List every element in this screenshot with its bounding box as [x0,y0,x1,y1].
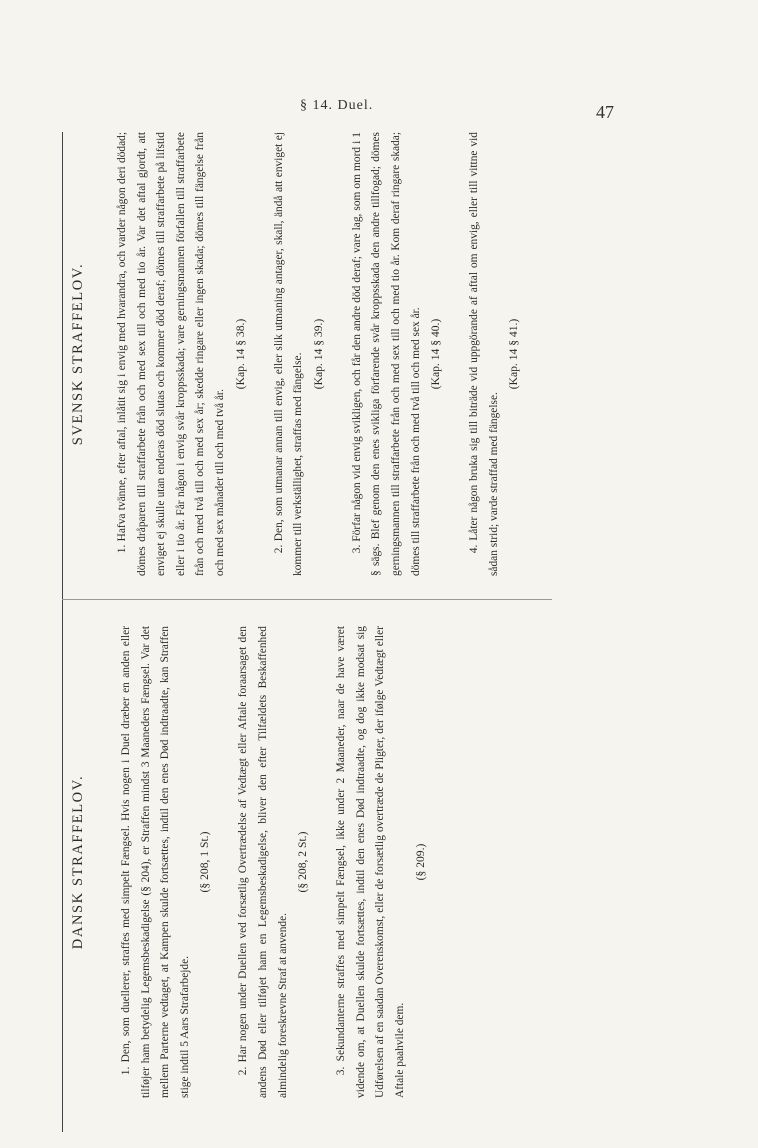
danish-paragraph-1: 1. Den, som duellerer, straffes med simpelt Fængsel. Hvis nogen i Duel dræber en anden eller tilføjer ham betydelig Legemsbeskadigelse (§ 204), er Straffen mindst 3 Maaneders Fængsel. Var det mellem Parterne vedtaget, at Kampen skulde fortsættes, indtil den enes Død indtraadte, kan Straffen stige indtil 5 Aars Strafarbejde. [120,626,191,1098]
swedish-ref-3: (Kap. 14 § 40.) [429,318,443,390]
swedish-paragraph-1: 1. Hafva tvänne, efter aftal, inlåtit sig i envig med hvarandra, och varder någon deri dödad; dömes dråparen till straffarbete från och med sex till och med tio år. Var det aftal gjordt, att enviget ej skulle utan enderas död slutas och kommer död deraf; dömes till straffarbete på lifstid eller i tio år. Får någon i envig svår kroppsskada; vare gerningsmannen förfallen till straffarbete från och med två till och med sex år; skedde ringare eller ingen skada; dömes till fängelse från och med sex månader till och med två år. [116,132,226,576]
danish-column [62,600,552,1132]
swedish-ref-1: (Kap. 14 § 38.) [233,318,247,390]
danish-paragraph-3: 3. Sekundanterne straffes med simpelt Fængsel, ikke under 2 Maaneder, naar de have været vidende om, at Duellen skulde fortsættes, indtil den enes Død indtraadte, og dog ikke modsat sig Udførelsen af en saadan Overenskomst, eller de forsætlig overtræde de Pligter, der ifølge Vedtægt eller Aftale paahvile dem. [335,626,406,1098]
danish-ref-2: (§ 208, 2 St.) [296,831,310,893]
danish-ref-3: (§ 209.) [413,843,427,881]
swedish-paragraph-4: 4. Låter någon bruka sig till biträde vid uppgörande af aftal om envig, eller till vittne vid sådan strid; varde straffad med fängelse. [468,132,500,576]
running-head: § 14. Duel. [300,98,374,113]
swedish-ref-4: (Kap. 14 § 41.) [507,318,521,390]
page-number: 47 [596,102,614,122]
danish-title: DANSK STRAFFELOV. [70,774,86,950]
danish-paragraph-2: 2. Har nogen under Duellen ved forsætlig Overtrædelse af Vedtægt eller Aftale foraarsaget den andens Død eller tilføjet ham en Legemsbeskadigelse, bliver den efter Tilfældets Beskaffenhed almindelig foreskrevne Straf at anvende. [237,626,289,1098]
swedish-paragraph-2: 2. Den, som utmanar annan till envig, eller slik utmaning antager, skall, ändå att enviget ej kommer till verkställighet, straffas med fängelse. [272,132,305,576]
swedish-title: SVENSK STRAFFELOV. [70,262,86,446]
swedish-ref-2: (Kap. 14 § 39.) [311,318,325,390]
rotated-text-block [62,132,552,1132]
swedish-paragraph-3: 3. Förfar någon vid envig svikligen, och får den andre död deraf; vare lag, som om mord i 1 § sägs. Blef genom den enes svikliga förfarende svår kroppsskada den andre tillfogad; dömes gerningsmannen till straffarbete från och med sex till och med tio år. Kom deraf ringare skada; dömes till straffarbete från och med två till och med sex år. [350,132,422,576]
swedish-column [62,132,552,600]
danish-ref-1: (§ 208, 1 St.) [198,831,212,893]
